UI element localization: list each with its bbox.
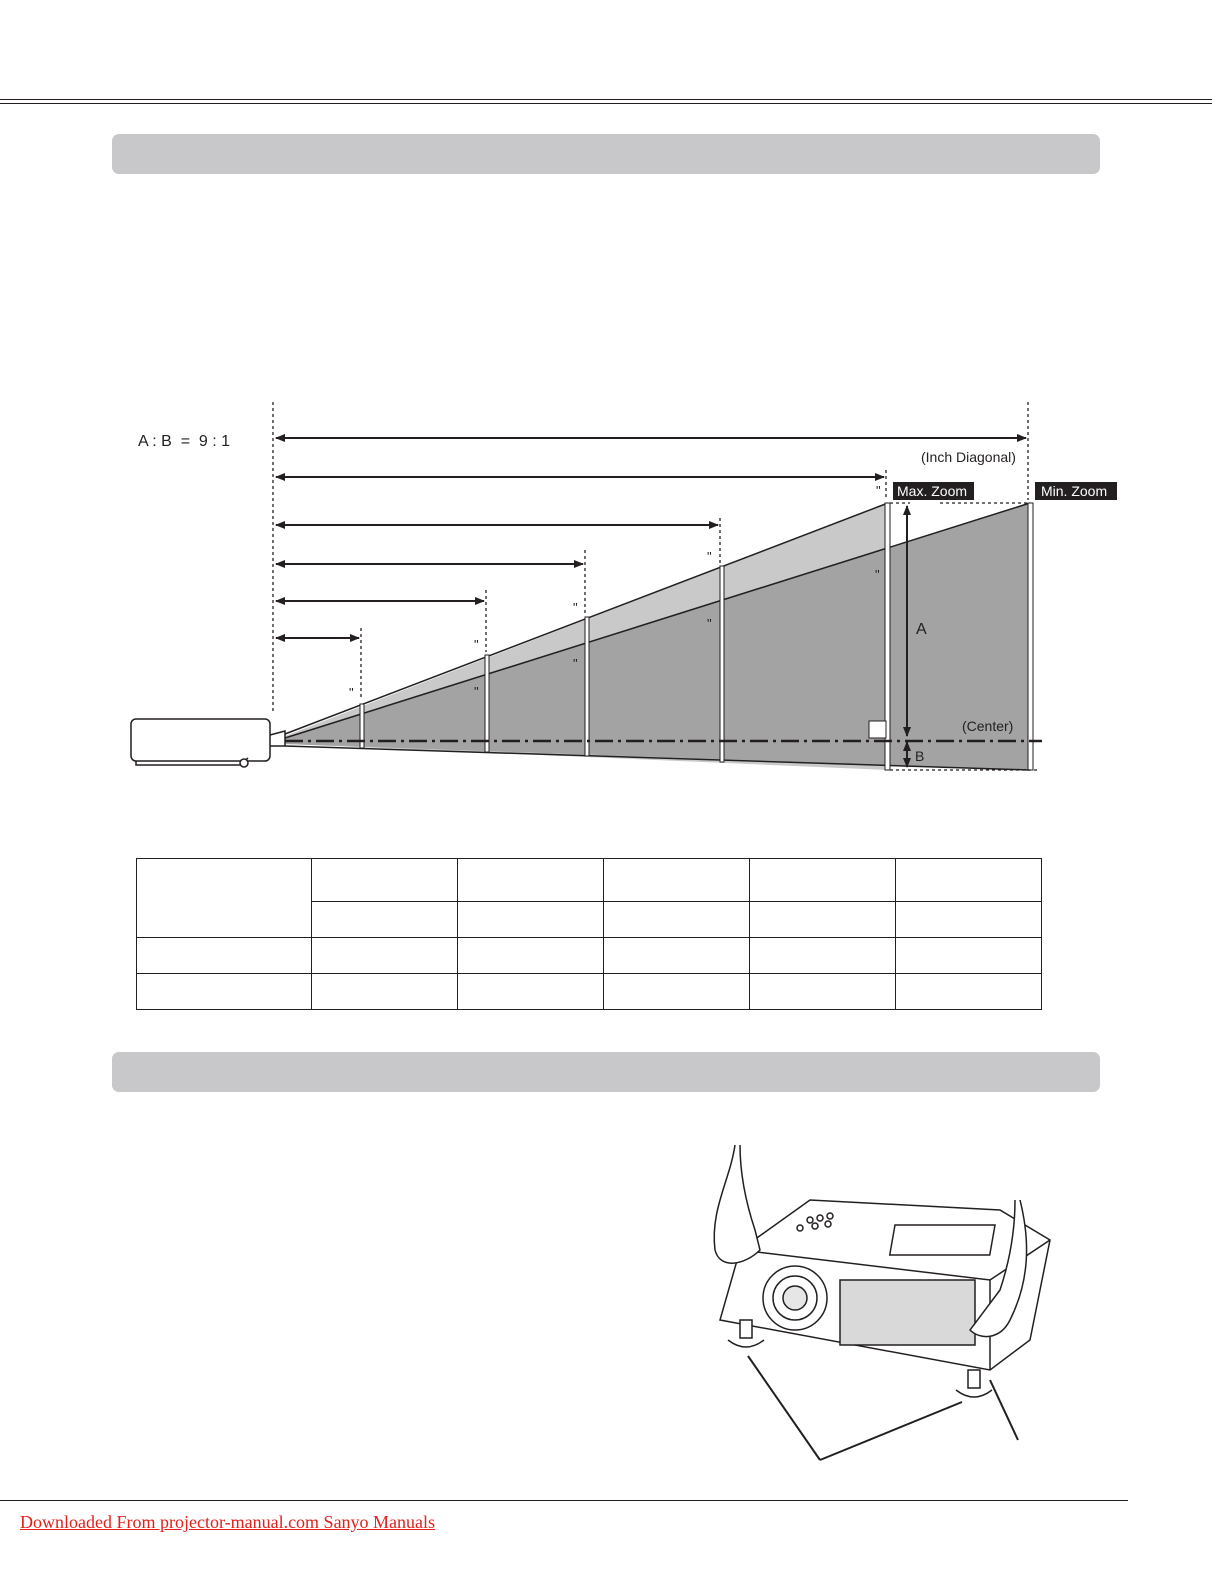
table-cell [750,974,896,1010]
projector-side-icon [131,719,285,767]
inch-diagonal-label: (Inch Diagonal) [921,449,1016,465]
table-cell [604,902,750,938]
section-header-bar-2 [112,1052,1100,1092]
table-cell [312,974,458,1010]
table-cell [750,938,896,974]
inch-mark: " [707,549,712,564]
table-cell [896,974,1042,1010]
inch-mark: " [876,483,881,498]
table-cell [312,859,458,902]
table-cell [750,902,896,938]
top-rule-2 [0,103,1212,104]
center-label: (Center) [962,718,1014,734]
throw-distance-table [136,858,1042,1010]
table-cell [604,974,750,1010]
max-zoom-label: Max. Zoom [897,483,968,499]
footer-rule [0,1500,1128,1501]
inch-mark: " [573,656,578,671]
throw-distance-diagram [0,390,1224,790]
table-row [137,974,1042,1010]
table-row [137,938,1042,974]
table-cell [458,974,604,1010]
table-cell [604,938,750,974]
section-header-bar-1 [112,134,1100,174]
inch-mark: " [474,684,479,699]
inch-mark: " [573,600,578,615]
table-cell [896,902,1042,938]
table-cell [458,859,604,902]
table-cell [458,902,604,938]
table-cell [458,938,604,974]
table-cell [896,938,1042,974]
table-cell [312,938,458,974]
inch-mark: " [349,685,354,700]
projector-hands-illustration [700,1140,1070,1470]
table-cell [604,859,750,902]
dimension-a-label: A [916,621,927,638]
inch-mark: " [474,637,479,652]
table-cell [137,974,312,1010]
table-cell [312,902,458,938]
footer-download-link[interactable]: Downloaded From projector-manual.com Sanyo Manuals [20,1512,436,1532]
table-cell [137,938,312,974]
inch-mark: " [875,567,880,582]
table-cell [750,859,896,902]
table-cell [896,859,1042,902]
ratio-label: A : B = 9 : 1 [138,433,231,450]
table-row [137,859,1042,902]
min-zoom-label: Min. Zoom [1041,483,1108,499]
top-rule-1 [0,99,1212,100]
table-cell [137,859,312,938]
dimension-b-label: B [915,748,925,764]
inch-mark: " [707,616,712,631]
